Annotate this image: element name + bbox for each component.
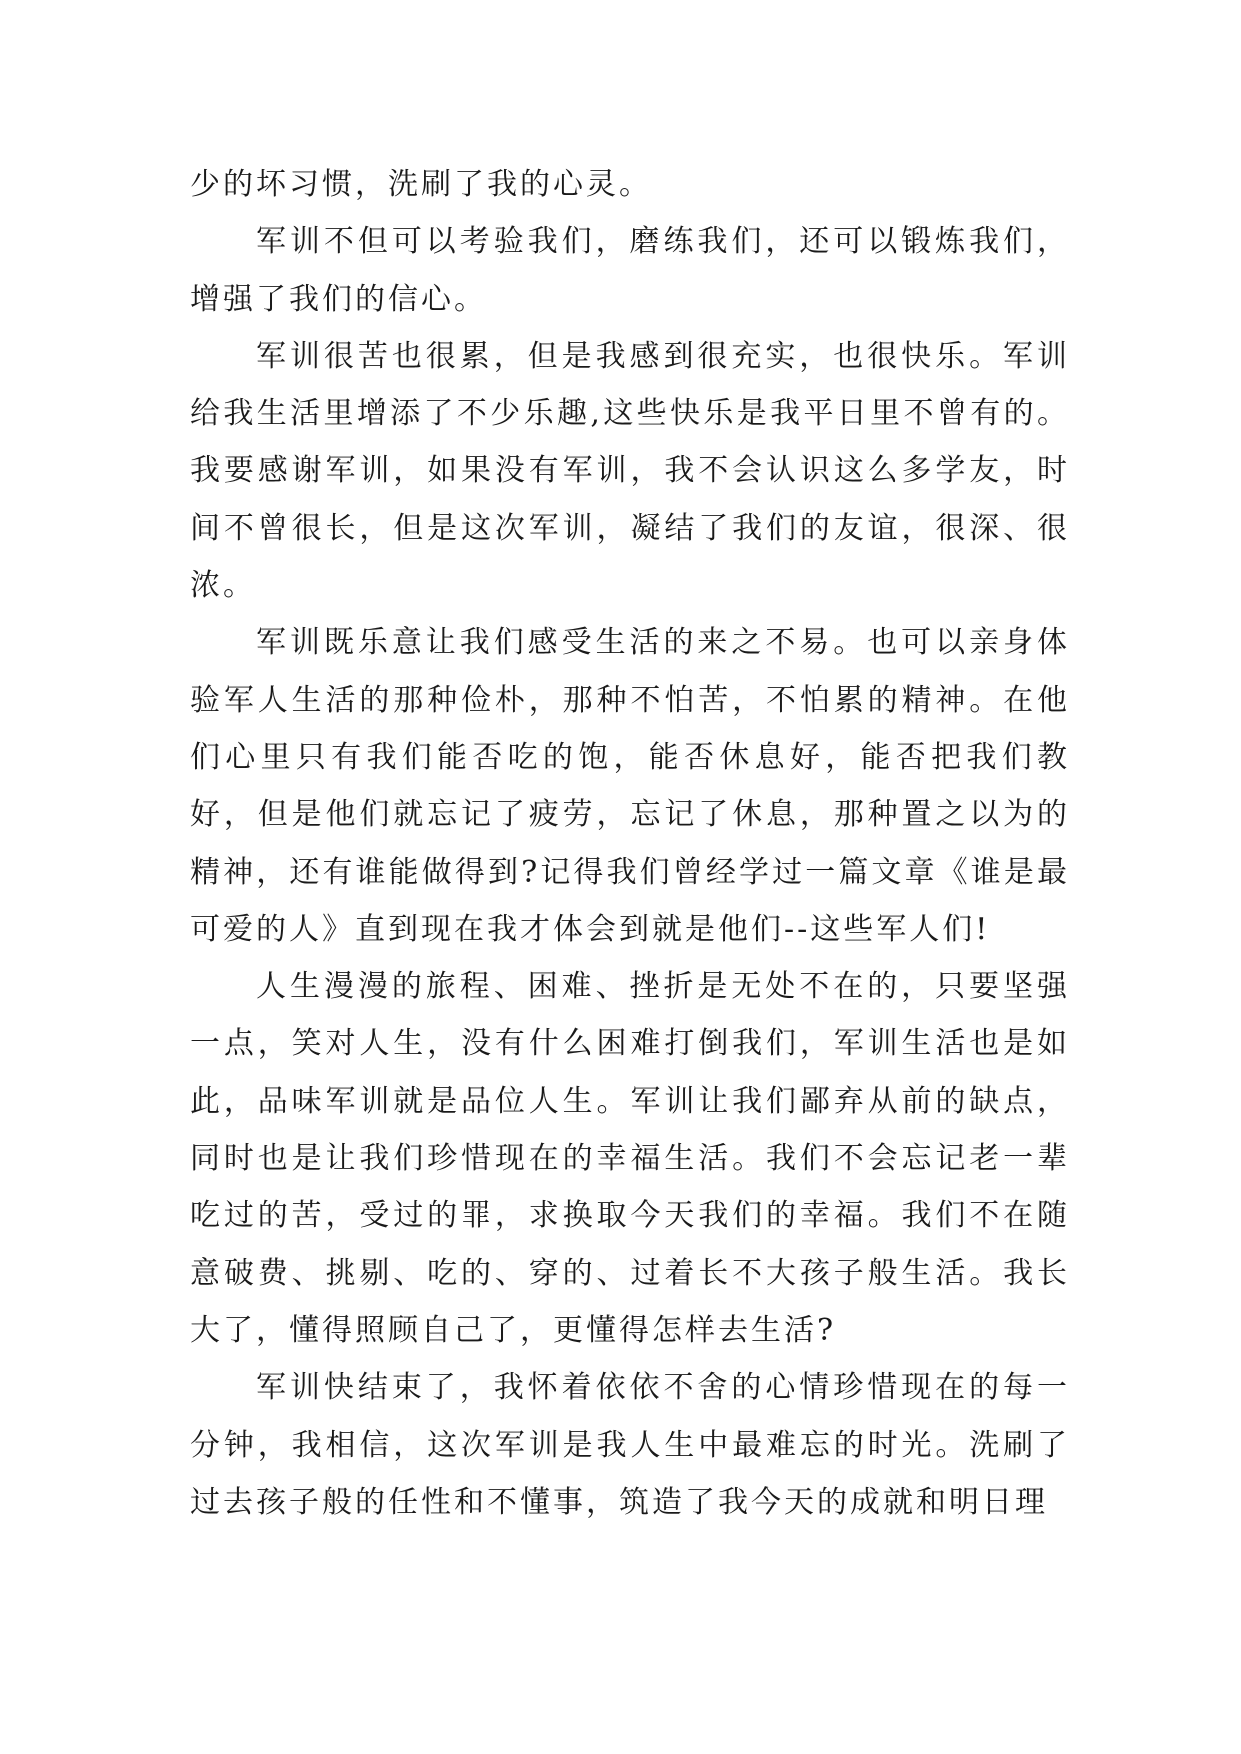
paragraph-4: 军训既乐意让我们感受生活的来之不易。也可以亲身体验军人生活的那种俭朴，那种不怕苦，不怕累的精神。在他们心里只有我们能否吃的饱，能否休息好，能否把我们教好，但是他们就忘记了疲劳，忘记了休息，那种置之以为的精神，还有谁能做得到?记得我们曾经学过一篇文章《谁是最可爱的人》直到现在我才体会到就是他们--这些军人们! xyxy=(190,625,1070,947)
paragraph-6: 军训快结束了，我怀着依依不舍的心情珍惜现在的每一分钟，我相信，这次军训是我人生中最难忘的时光。洗刷了过去孩子般的任性和不懂事，筑造了我今天的成就和明日理 xyxy=(190,1370,1070,1520)
paragraph-1: 少的坏习惯，洗刷了我的心灵。 xyxy=(190,167,652,202)
paragraph-5: 人生漫漫的旅程、困难、挫折是无处不在的，只要坚强一点，笑对人生，没有什么困难打倒我们，军训生活也是如此，品味军训就是品位人生。军训让我们鄙弃从前的缺点，同时也是让我们珍惜现在的幸福生活。我们不会忘记老一辈吃过的苦，受过的罪，求换取今天我们的幸福。我们不在随意破费、挑剔、吃的、穿的、过着长不大孩子般生活。我长大了，懂得照顾自己了，更懂得怎样去生活? xyxy=(190,969,1070,1348)
paragraph-2: 军训不但可以考验我们，磨练我们，还可以锻炼我们，增强了我们的信心。 xyxy=(190,224,1070,317)
document-body xyxy=(190,156,1070,1531)
paragraph-3: 军训很苦也很累，但是我感到很充实，也很快乐。军训给我生活里增添了不少乐趣,这些快乐是我平日里不曾有的。我要感谢军训，如果没有军训，我不会认识这么多学友，时间不曾很长，但是这次军训，凝结了我们的友谊，很深、很浓。 xyxy=(190,338,1070,604)
